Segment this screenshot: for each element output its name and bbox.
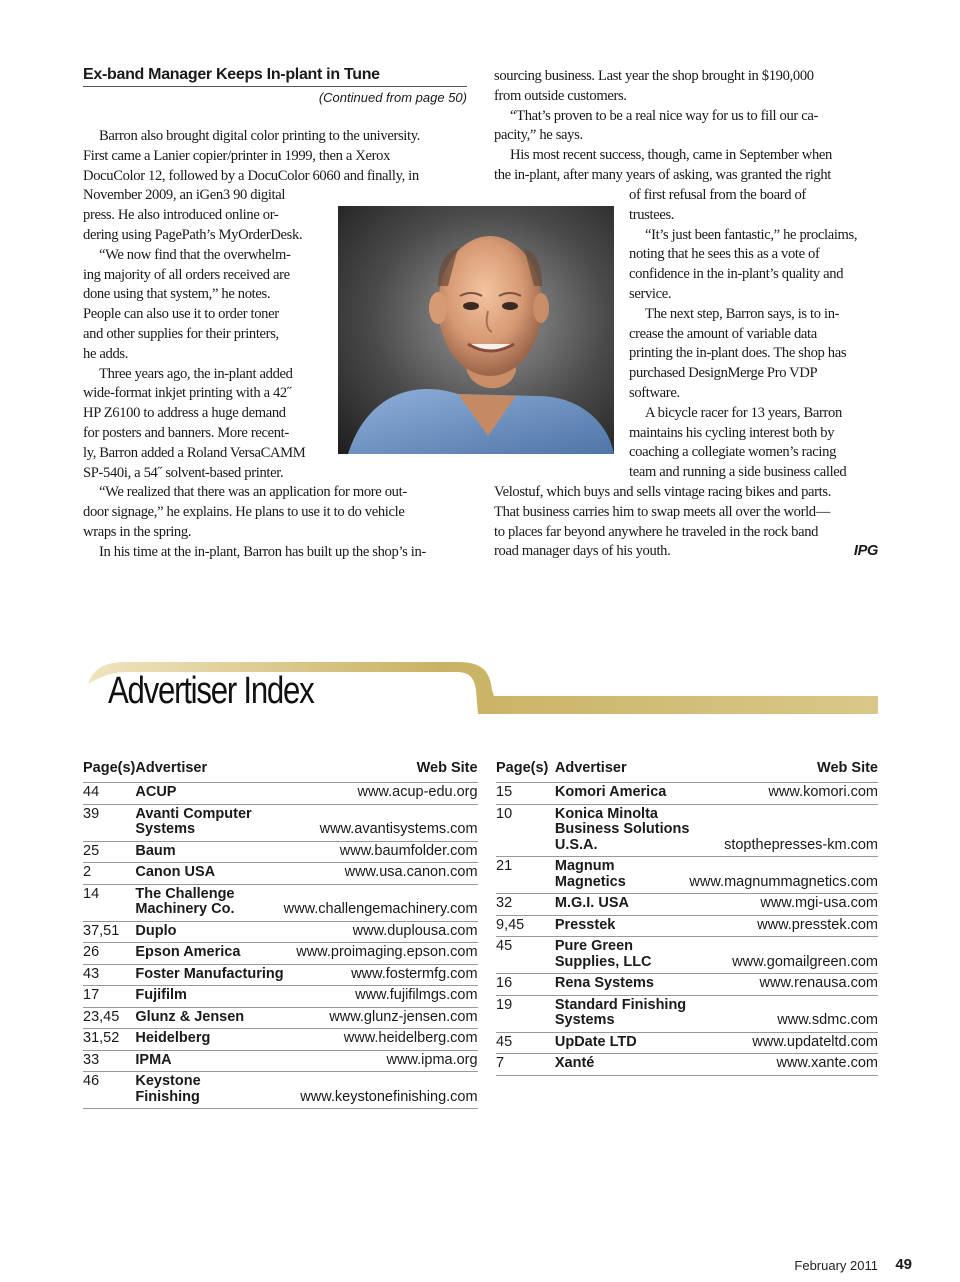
page-cell: 25 <box>83 841 135 863</box>
page-cell: 21 <box>496 857 555 894</box>
table-row <box>83 1007 478 1029</box>
text-line: In his time at the in-plant, Barron has built up the shop’s in- <box>99 543 426 560</box>
page-cell: 45 <box>496 1032 555 1054</box>
table-row <box>83 884 478 921</box>
text-line: coaching a collegiate women’s racing <box>629 444 837 461</box>
advertiser-cell <box>135 841 283 863</box>
text-line: Velostuf, which buys and sells vintage racing bikes and parts. <box>494 484 831 500</box>
article-paragraph <box>629 305 879 404</box>
text-line: software. <box>629 384 680 401</box>
advertiser-cell <box>135 1050 283 1072</box>
table-row <box>83 863 478 885</box>
website-link[interactable]: www.baumfolder.com <box>284 841 478 863</box>
website-link[interactable]: www.mgi-usa.com <box>689 894 878 916</box>
table-row <box>83 804 478 841</box>
text-line: trustees. <box>629 206 675 223</box>
article-paragraph <box>629 226 879 305</box>
advertiser-cell <box>135 1007 283 1029</box>
page-cell: 44 <box>83 783 135 805</box>
text-line: dering using PagePath’s MyOrderDesk. <box>83 226 303 243</box>
advertiser-cell <box>555 894 690 916</box>
website-link[interactable]: www.renausa.com <box>689 974 878 996</box>
portrait-illustration <box>338 206 614 454</box>
table-row <box>496 857 878 894</box>
advertiser-name-line: Rena Systems <box>554 975 654 991</box>
website-link[interactable]: www.challengemachinery.com <box>284 884 478 921</box>
table-row <box>83 783 478 805</box>
article-paragraph <box>494 146 878 186</box>
header-advertiser: Advertiser <box>555 758 690 783</box>
advertiser-cell <box>135 804 283 841</box>
table-row <box>496 974 878 996</box>
advertiser-name-line: Komori America <box>554 784 667 800</box>
website-link[interactable]: www.xante.com <box>689 1054 878 1076</box>
table-row <box>83 943 478 965</box>
table-row <box>83 986 478 1008</box>
text-line: wide-format inkjet printing with a 42˝ <box>83 385 292 402</box>
article-paragraph <box>629 186 879 226</box>
advertiser-name-line: Presstek <box>554 916 616 933</box>
page-cell: 43 <box>83 964 135 986</box>
advertiser-name-line: Baum <box>135 842 176 859</box>
article-paragraph <box>494 107 878 147</box>
text-line: First came a Lanier copier/printer in 1999, then a Xerox <box>83 147 391 164</box>
website-link[interactable]: www.updateltd.com <box>689 1032 878 1054</box>
text-line: of first refusal from the board of <box>629 187 806 203</box>
text-line: pacity,” he says. <box>494 127 583 144</box>
header-web-site: Web Site <box>284 758 478 783</box>
advertiser-cell <box>555 915 690 937</box>
page-cell: 37,51 <box>83 921 135 943</box>
page-cell: 7 <box>496 1054 555 1076</box>
advertiser-cell <box>135 783 283 805</box>
table-row <box>496 1032 878 1054</box>
advertiser-cell <box>135 1029 283 1051</box>
advertiser-cell <box>555 804 690 857</box>
text-line: sourcing business. Last year the shop brought in $190,000 <box>494 68 814 84</box>
text-line: DocuColor 12, followed by a DocuColor 6060 and finally, in <box>83 167 419 184</box>
website-link[interactable]: stopthepresses-km.com <box>689 804 878 857</box>
advertiser-name-line: IPMA <box>135 1051 172 1068</box>
advertiser-name-line: Duplo <box>135 922 177 939</box>
article-paragraph <box>494 483 878 562</box>
article-column-right-narrow <box>629 186 879 483</box>
text-line: confidence in the in-plant’s quality and <box>629 266 844 283</box>
advertiser-name-line: Xanté <box>554 1055 595 1071</box>
text-line: crease the amount of variable data <box>629 325 817 342</box>
advertiser-name-line: UpDate LTD <box>554 1033 637 1050</box>
advertiser-name-line: Machinery Co. <box>135 901 235 917</box>
text-line: “We now find that the overwhelm- <box>99 246 291 263</box>
table-row <box>496 995 878 1032</box>
advertiser-name-line: Systems <box>554 1012 615 1028</box>
advertiser-cell <box>555 1032 690 1054</box>
text-line: His most recent success, though, came in September when <box>510 147 832 164</box>
advertiser-name-line: Magnetics <box>554 873 626 890</box>
table-row <box>83 1072 478 1109</box>
advertiser-cell <box>135 964 283 986</box>
advertiser-name-line: Magnum <box>554 858 615 874</box>
header-page: Page(s) <box>496 758 555 783</box>
text-line: the in-plant, after many years of asking, was granted the right <box>494 166 832 183</box>
advertiser-cell <box>135 1072 283 1109</box>
website-link[interactable]: www.fujifilmgs.com <box>284 986 478 1008</box>
text-line: A bicycle racer for 13 years, Barron <box>645 404 842 421</box>
article-column-right-bottom <box>494 483 878 562</box>
page-cell: 2 <box>83 863 135 885</box>
header-web-site: Web Site <box>689 758 878 783</box>
page-cell: 23,45 <box>83 1007 135 1029</box>
text-line: “We realized that there was an application for more out- <box>99 484 407 501</box>
advertiser-name-line: The Challenge <box>135 885 235 902</box>
table-row <box>83 921 478 943</box>
advertiser-cell <box>555 974 690 996</box>
website-link[interactable]: www.presstek.com <box>689 915 878 937</box>
advertiser-cell <box>555 1054 690 1076</box>
advertiser-cell <box>135 986 283 1008</box>
continued-note: (Continued from page 50) <box>318 90 467 105</box>
text-line: purchased DesignMerge Pro VDP <box>629 365 818 382</box>
text-line: “It’s just been fantastic,” he proclaims, <box>645 226 858 243</box>
text-line: ing majority of all orders received are <box>83 266 290 283</box>
advertiser-cell <box>555 995 690 1032</box>
issue-date: February 2011 <box>794 1258 878 1273</box>
text-line: That business carries him to swap meets all over the world— <box>494 503 830 520</box>
signoff: IPG <box>853 543 878 560</box>
text-line: wraps in the spring. <box>83 523 192 540</box>
page-cell: 19 <box>496 995 555 1032</box>
website-link[interactable]: www.sdmc.com <box>689 995 878 1032</box>
website-link[interactable]: www.fostermfg.com <box>284 964 478 986</box>
table-row <box>496 1054 878 1076</box>
page-cell: 15 <box>496 783 555 805</box>
advertiser-cell <box>555 857 690 894</box>
table-header-row <box>83 758 478 783</box>
text-line: HP Z6100 to address a huge demand <box>83 405 286 422</box>
advertiser-cell <box>555 937 690 974</box>
text-line: team and running a side business called <box>629 464 847 481</box>
text-line: door signage,” he explains. He plans to use it to do vehicle <box>83 504 405 521</box>
text-line: ly, Barron added a Roland VersaCAMM <box>83 444 306 461</box>
advertiser-cell <box>135 943 283 965</box>
website-link[interactable]: www.duplousa.com <box>284 921 478 943</box>
advertiser-name-line: Systems <box>135 821 196 837</box>
article-paragraph <box>494 67 878 107</box>
text-line: November 2009, an iGen3 90 digital <box>83 187 286 204</box>
advertiser-name-line: Heidelberg <box>135 1030 211 1046</box>
advertiser-table-left <box>83 758 478 1109</box>
website-link[interactable]: www.glunz-jensen.com <box>284 1007 478 1029</box>
website-link[interactable]: www.keystonefinishing.com <box>284 1072 478 1109</box>
website-link[interactable]: www.proimaging.epson.com <box>284 943 478 965</box>
table-row <box>496 915 878 937</box>
advertiser-name-line: Foster Manufacturing <box>135 965 284 982</box>
text-line: Three years ago, the in-plant added <box>99 365 293 382</box>
advertiser-name-line: Supplies, LLC <box>554 953 652 970</box>
page-cell: 16 <box>496 974 555 996</box>
advertiser-cell <box>135 884 283 921</box>
header-page: Page(s) <box>83 758 135 783</box>
article-paragraph <box>629 404 879 483</box>
table-row <box>496 783 878 805</box>
advertiser-name-line: Konica Minolta <box>554 805 658 822</box>
article-headline: Ex-band Manager Keeps In-plant in Tune <box>83 66 467 87</box>
advertiser-name-line: Epson America <box>135 944 241 960</box>
article-column-right-top <box>494 67 878 186</box>
text-line: maintains his cycling interest both by <box>629 424 835 441</box>
article-paragraph <box>83 483 467 542</box>
advertiser-name-line: Standard Finishing <box>554 996 687 1013</box>
page-cell: 31,52 <box>83 1029 135 1051</box>
website-link[interactable]: www.usa.canon.com <box>284 863 478 885</box>
text-line: service. <box>629 285 672 302</box>
page-cell: 33 <box>83 1050 135 1072</box>
text-line: to places far beyond anywhere he traveled in the rock band <box>494 523 819 540</box>
page-cell: 45 <box>496 937 555 974</box>
website-link[interactable]: www.avantisystems.com <box>284 804 478 841</box>
text-line: road manager days of his youth. <box>494 543 671 560</box>
website-link[interactable]: www.ipma.org <box>284 1050 478 1072</box>
advertiser-name-line: U.S.A. <box>554 836 598 853</box>
text-line: “That’s proven to be a real nice way for us to fill our ca- <box>510 107 818 124</box>
table-row <box>496 894 878 916</box>
advertiser-name-line: Fujifilm <box>135 987 187 1003</box>
table-row <box>83 841 478 863</box>
page-cell: 26 <box>83 943 135 965</box>
website-link[interactable]: www.komori.com <box>689 783 878 805</box>
text-line: SP-540i, a 54˝ solvent-based printer. <box>83 464 284 481</box>
page-cell: 39 <box>83 804 135 841</box>
text-line: and other supplies for their printers, <box>83 325 279 342</box>
text-line: The next step, Barron says, is to in- <box>645 305 840 322</box>
advertiser-name-line: Avanti Computer <box>135 805 252 822</box>
advertiser-name-line: Finishing <box>135 1088 200 1105</box>
advertiser-index-title: Advertiser Index <box>108 670 314 712</box>
table-header-row <box>496 758 878 783</box>
table-row <box>83 1029 478 1051</box>
advertiser-cell <box>135 921 283 943</box>
text-line: he adds. <box>83 345 129 362</box>
advertiser-table-right <box>496 758 878 1076</box>
table-row <box>83 1050 478 1072</box>
article-paragraph <box>83 543 467 563</box>
portrait-photo <box>338 206 614 454</box>
text-line: from outside customers. <box>494 87 627 104</box>
text-line: press. He also introduced online or- <box>83 207 279 224</box>
page-cell: 46 <box>83 1072 135 1109</box>
page-cell: 14 <box>83 884 135 921</box>
page-cell: 10 <box>496 804 555 857</box>
table-row <box>83 964 478 986</box>
page-number: 49 <box>895 1256 912 1273</box>
advertiser-cell <box>555 783 690 805</box>
advertiser-name-line: Pure Green <box>554 938 634 954</box>
advertiser-cell <box>135 863 283 885</box>
website-link[interactable]: www.gomailgreen.com <box>689 937 878 974</box>
text-line: printing the in-plant does. The shop has <box>629 345 847 362</box>
text-line: noting that he sees this as a vote of <box>629 246 820 263</box>
text-line: for posters and banners. More recent- <box>83 424 289 441</box>
advertiser-name-line: Business Solutions <box>554 821 690 837</box>
advertiser-name-line: ACUP <box>135 784 177 800</box>
table-row <box>496 937 878 974</box>
website-link[interactable]: www.heidelberg.com <box>284 1029 478 1051</box>
website-link[interactable]: www.acup-edu.org <box>284 783 478 805</box>
page-cell: 9,45 <box>496 915 555 937</box>
text-line: People can also use it to order toner <box>83 306 279 323</box>
table-row <box>496 804 878 857</box>
advertiser-name-line: Keystone <box>135 1073 201 1089</box>
page-cell: 17 <box>83 986 135 1008</box>
advertiser-name-line: Canon USA <box>135 864 216 880</box>
text-line: done using that system,” he notes. <box>83 286 271 303</box>
page-cell: 32 <box>496 894 555 916</box>
advertiser-name-line: M.G.I. USA <box>554 895 629 911</box>
text-line: Barron also brought digital color printing to the university. <box>99 128 421 144</box>
advertiser-name-line: Glunz & Jensen <box>135 1008 245 1025</box>
website-link[interactable]: www.magnummagnetics.com <box>689 857 878 894</box>
header-advertiser: Advertiser <box>135 758 283 783</box>
